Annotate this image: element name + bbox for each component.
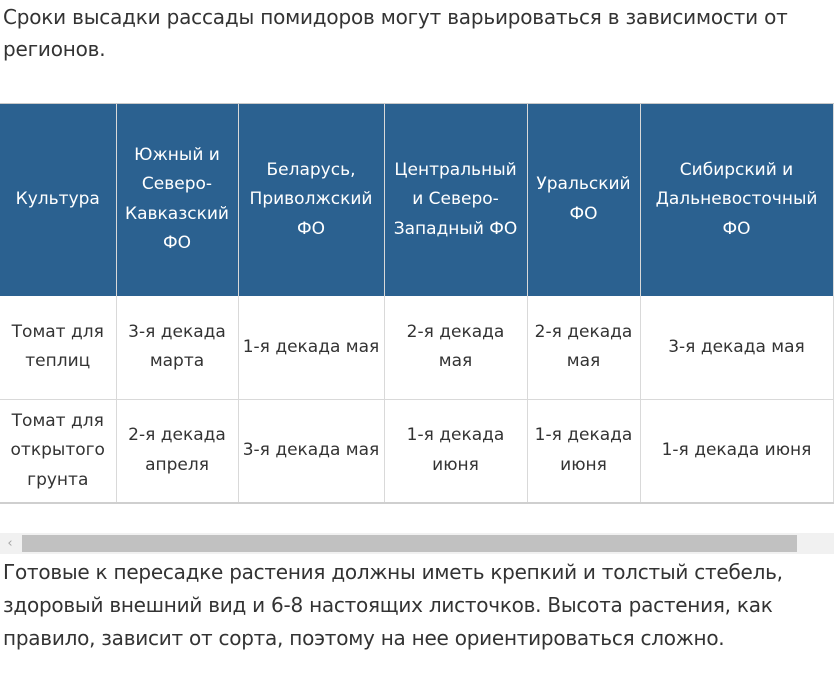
- table-cell: Томат для теплиц: [0, 296, 116, 400]
- table-row: [0, 400, 834, 503]
- header-belarus-volga-fo: Беларусь, Приволжский ФО: [238, 104, 384, 296]
- table-cell: 1-я декада июня: [384, 400, 527, 503]
- header-culture: Культура: [0, 104, 116, 296]
- header-central-northwest-fo: Центральный и Северо-Западный ФО: [384, 104, 527, 296]
- table-cell: Томат для открытого грунта: [0, 400, 116, 503]
- table-header-row: [0, 104, 834, 296]
- table-row: [0, 296, 834, 400]
- table-cell: 2-я декада апреля: [116, 400, 238, 503]
- horizontal-scrollbar[interactable]: [0, 533, 834, 554]
- table-scroll-container[interactable]: [0, 103, 834, 506]
- table-cell: 3-я декада мая: [238, 400, 384, 503]
- table-cell: 1-я декада июня: [640, 400, 833, 503]
- header-ural-fo: Уральский ФО: [527, 104, 640, 296]
- intro-paragraph: Сроки высадки рассады помидоров могут варьироваться в зависимости от регионов.: [3, 5, 788, 61]
- table-cell: 3-я декада мая: [640, 296, 833, 400]
- table-cell: 1-я декада июня: [527, 400, 640, 503]
- outro-paragraph: Готовые к пересадке растения должны иметь крепкий и толстый стебель, здоровый внешний вид и 6-8 настоящих листочков. Высота растения, как правило, зависит от сорта, поэтому на нее ориентироваться сложно.: [3, 560, 783, 650]
- table-cell: 2-я декада мая: [527, 296, 640, 400]
- table-cell: 3-я декада марта: [116, 296, 238, 400]
- header-siberia-fareast-fo: Сибирский и Дальневосточный ФО: [640, 104, 833, 296]
- scroll-left-arrow-icon[interactable]: ‹: [7, 536, 13, 551]
- header-south-fo: Южный и Северо-Кавказский ФО: [116, 104, 238, 296]
- scrollbar-thumb[interactable]: [22, 535, 797, 552]
- planting-schedule-table: [0, 103, 834, 504]
- table-cell: 1-я декада мая: [238, 296, 384, 400]
- table-cell: 2-я декада мая: [384, 296, 527, 400]
